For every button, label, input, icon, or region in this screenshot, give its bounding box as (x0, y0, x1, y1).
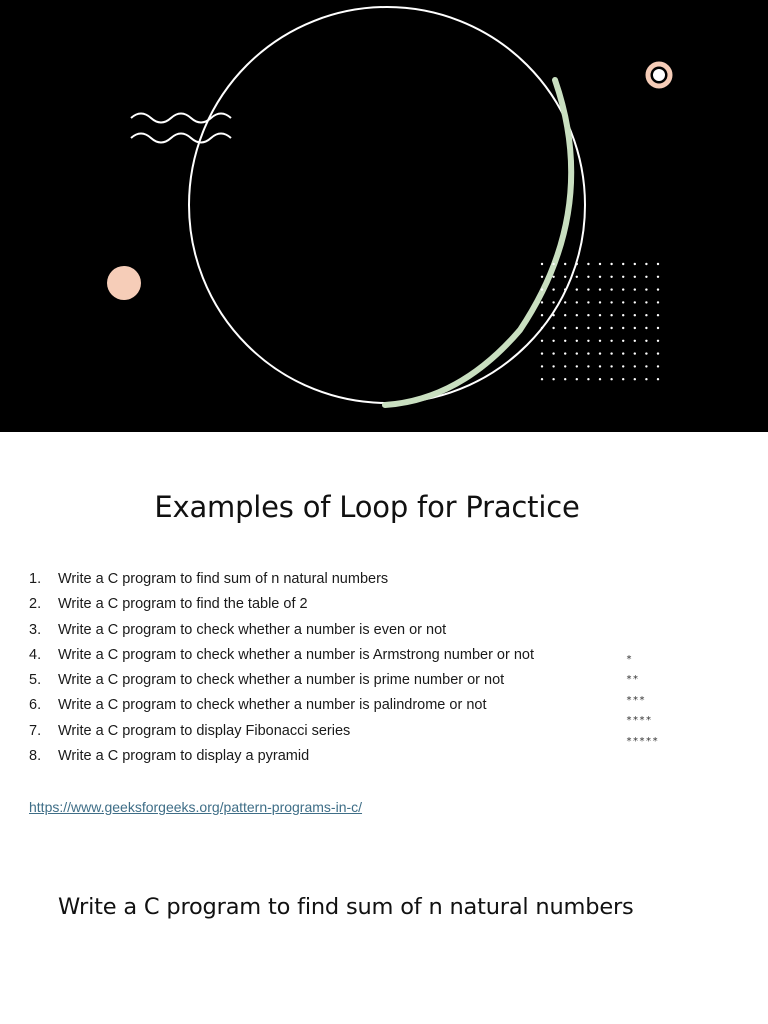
list-number: 8. (29, 748, 42, 765)
grid-dot (634, 378, 636, 380)
small-ring-inner (653, 69, 665, 81)
grid-dot (552, 314, 554, 316)
grid-dot (657, 340, 659, 342)
list-item (29, 695, 609, 720)
grid-dot (587, 301, 589, 303)
hero-graphics (0, 0, 768, 432)
grid-dot (552, 327, 554, 329)
list-item (29, 569, 609, 594)
list-text: Write a C program to find the table of 2 (58, 596, 308, 613)
grid-dot (622, 340, 624, 342)
grid-dot (564, 378, 566, 380)
grid-dot (541, 288, 543, 290)
practice-list (29, 569, 609, 771)
grid-dot (599, 301, 601, 303)
grid-dot (541, 263, 543, 265)
list-item (29, 670, 609, 695)
grid-dot (564, 340, 566, 342)
grid-dot (645, 365, 647, 367)
grid-dot (552, 288, 554, 290)
grid-dot (645, 378, 647, 380)
grid-dot (599, 327, 601, 329)
grid-dot (634, 263, 636, 265)
grid-dot (610, 314, 612, 316)
grid-dot (541, 327, 543, 329)
grid-dot (610, 327, 612, 329)
grid-dot (599, 365, 601, 367)
grid-dot (610, 340, 612, 342)
grid-dot (564, 314, 566, 316)
grid-dot (564, 301, 566, 303)
ring-accent-band (385, 80, 571, 405)
grid-dot (552, 378, 554, 380)
grid-dot (587, 340, 589, 342)
pattern-row: *** (626, 694, 646, 706)
grid-dot (541, 301, 543, 303)
grid-dot (564, 327, 566, 329)
grid-dot (552, 276, 554, 278)
list-text: Write a C program to find sum of n natural numbers (58, 571, 389, 587)
list-item (29, 594, 609, 619)
grid-dot (541, 378, 543, 380)
grid-dot (576, 301, 578, 303)
list-number: 3. (29, 621, 42, 638)
list-number: 2. (29, 596, 42, 613)
grid-dot (552, 365, 554, 367)
grid-dot (657, 301, 659, 303)
peach-dot-icon (107, 266, 141, 300)
grid-dot (610, 263, 612, 265)
pattern-row: ** (626, 674, 640, 686)
grid-dot (645, 263, 647, 265)
grid-dot (645, 340, 647, 342)
grid-dot (564, 288, 566, 290)
grid-dot (599, 263, 601, 265)
grid-dot (622, 327, 624, 329)
reference-link[interactable]: https://www.geeksforgeeks.org/pattern-programs-in-c/ (29, 799, 363, 815)
grid-dot (576, 352, 578, 354)
wave-lines-icon (131, 114, 231, 143)
grid-dot (564, 352, 566, 354)
grid-dot (599, 378, 601, 380)
grid-dot (576, 365, 578, 367)
grid-dot (622, 365, 624, 367)
grid-dot (541, 276, 543, 278)
large-ring-graphic (189, 7, 585, 403)
grid-dot (645, 327, 647, 329)
hero-slide (0, 0, 768, 432)
grid-dot (599, 340, 601, 342)
grid-dot (576, 263, 578, 265)
grid-dot (634, 288, 636, 290)
grid-dot (657, 276, 659, 278)
grid-dot (599, 352, 601, 354)
grid-dot (657, 263, 659, 265)
grid-dot (657, 327, 659, 329)
grid-dot (657, 365, 659, 367)
grid-dot (541, 314, 543, 316)
grid-dot (634, 340, 636, 342)
grid-dot (645, 301, 647, 303)
grid-dot (610, 301, 612, 303)
grid-dot (587, 314, 589, 316)
grid-dot (622, 288, 624, 290)
grid-dot (564, 263, 566, 265)
list-item (29, 746, 609, 771)
grid-dot (587, 276, 589, 278)
list-number: 5. (29, 672, 42, 689)
list-text: Write a C program to check whether a number is Armstrong number or not (58, 646, 535, 663)
grid-dot (645, 314, 647, 316)
list-number: 4. (29, 646, 42, 663)
grid-dot (599, 314, 601, 316)
grid-dot (587, 288, 589, 290)
list-text: Write a C program to display a pyramid (58, 748, 310, 765)
grid-dot (610, 352, 612, 354)
grid-dot (657, 352, 659, 354)
grid-dot (657, 288, 659, 290)
grid-dot (599, 276, 601, 278)
grid-dot (599, 288, 601, 290)
grid-dot (622, 276, 624, 278)
grid-dot (587, 327, 589, 329)
grid-dot (634, 352, 636, 354)
list-text: Write a C program to check whether a number is palindrome or not (58, 697, 487, 714)
grid-dot (610, 288, 612, 290)
pattern-row: ***** (626, 735, 659, 747)
grid-dot (552, 340, 554, 342)
list-number: 1. (29, 571, 42, 587)
grid-dot (610, 378, 612, 380)
grid-dot (576, 288, 578, 290)
slide3-title: Write a C program to find sum of n natural numbers (58, 894, 634, 920)
grid-dot (587, 365, 589, 367)
list-text: Write a C program to display Fibonacci series (58, 722, 351, 739)
list-item (29, 620, 609, 645)
grid-dot (587, 263, 589, 265)
list-item (29, 721, 609, 746)
pattern-row: * (626, 654, 633, 665)
grid-dot (552, 301, 554, 303)
pattern-row: **** (626, 715, 653, 727)
grid-dot (622, 263, 624, 265)
grid-dot (645, 352, 647, 354)
grid-dot (657, 378, 659, 380)
grid-dot (541, 340, 543, 342)
grid-dot (622, 352, 624, 354)
grid-dot (587, 378, 589, 380)
grid-dot (634, 314, 636, 316)
grid-dot (576, 314, 578, 316)
grid-dot (657, 314, 659, 316)
grid-dot (622, 314, 624, 316)
list-number: 6. (29, 697, 42, 714)
grid-dot (622, 378, 624, 380)
grid-dot (634, 301, 636, 303)
grid-dot (552, 352, 554, 354)
grid-dot (576, 340, 578, 342)
grid-dot (634, 276, 636, 278)
grid-dot (587, 352, 589, 354)
pyramid-pattern (626, 650, 659, 752)
list-text: Write a C program to check whether a number is prime number or not (58, 672, 505, 689)
grid-dot (645, 276, 647, 278)
grid-dot (552, 263, 554, 265)
grid-dot (576, 276, 578, 278)
grid-dot (634, 327, 636, 329)
grid-dot (610, 276, 612, 278)
list-text: Write a C program to check whether a number is even or not (58, 621, 447, 638)
grid-dot (622, 301, 624, 303)
grid-dot (610, 365, 612, 367)
list-number: 7. (29, 722, 42, 739)
grid-dot (645, 288, 647, 290)
grid-dot (634, 365, 636, 367)
grid-dot (576, 327, 578, 329)
grid-dot (576, 378, 578, 380)
grid-dot (564, 365, 566, 367)
slide-title: Examples of Loop for Practice (154, 490, 580, 524)
dot-grid-icon (541, 263, 659, 381)
grid-dot (541, 365, 543, 367)
grid-dot (541, 352, 543, 354)
grid-dot (564, 276, 566, 278)
list-item (29, 645, 609, 670)
